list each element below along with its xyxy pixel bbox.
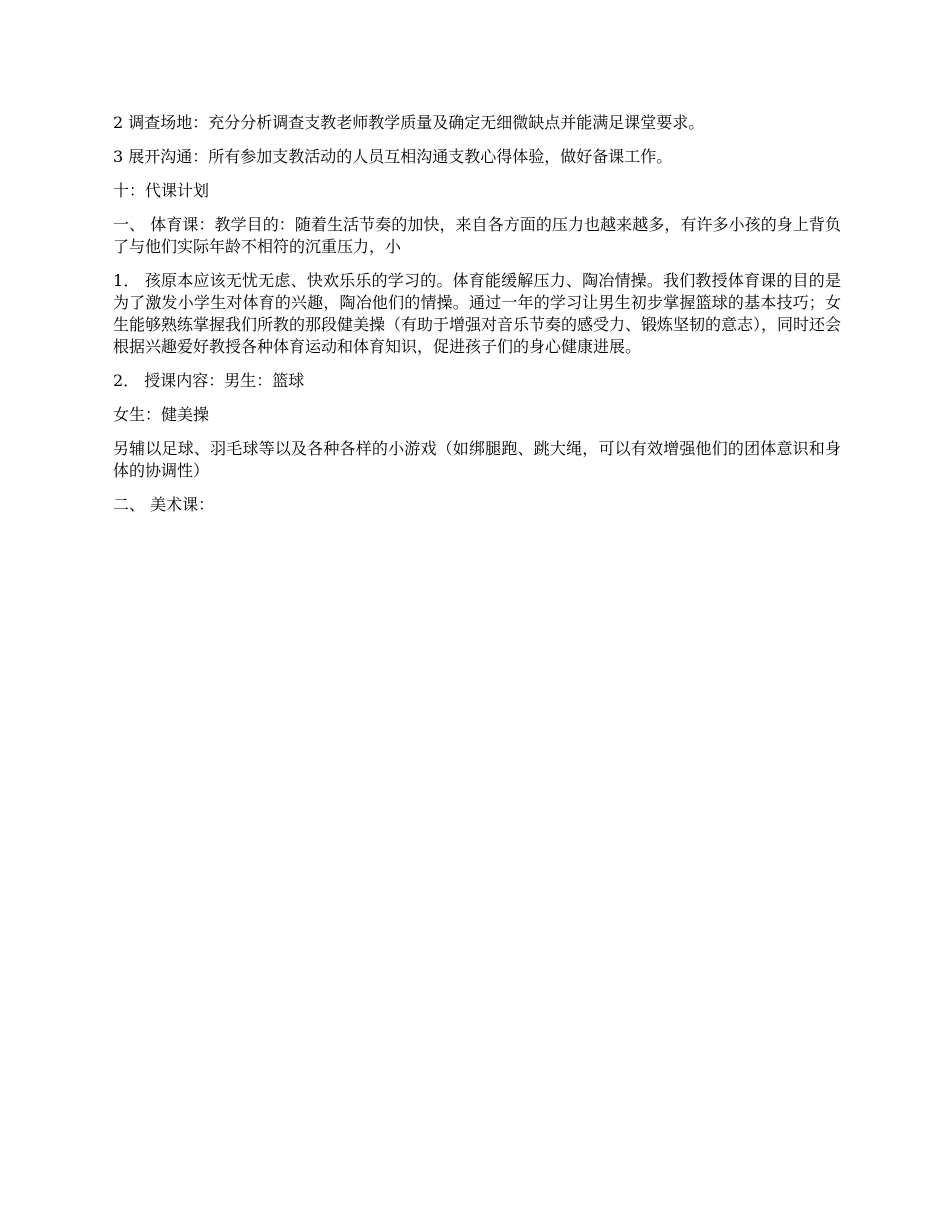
paragraph-communication: 3 展开沟通：所有参加支教活动的人员互相沟通支教心得体验，做好备课工作。 — [113, 147, 673, 166]
paragraph-pe-goals: 1． 孩原本应该无忧无虑、快欢乐乐的学习的。体育能缓解压力、陶冶情操。我们教授体育课的目的是为了激发小学生对体育的兴趣，陶冶他们的情操。通过一年的学习让男生初步掌握篮球的基本技巧；女生能够熟练掌握我们所教的那段健美操（有助于增强对音乐节奏的感受力、锻炼坚韧的意志），同时还会根据兴趣爱好教授各种体育运动和体育知识，促进孩子们的身心健康进展。 — [113, 271, 842, 356]
paragraph-course-content: 2． 授课内容：男生：篮球 — [113, 371, 305, 390]
paragraph-pe-class-purpose: 一、 体育课：教学目的：随着生活节奏的加快，来自各方面的压力也越来越多，有许多小孩的身上背负了与他们实际年龄不相符的沉重压力，小 — [113, 215, 841, 256]
section-heading-teaching-plan: 十：代课计划 — [113, 181, 210, 200]
section-heading-art-class: 二、 美术课： — [113, 495, 215, 514]
paragraph-extra-activities: 另辅以足球、羽毛球等以及各种各样的小游戏（如绑腿跑、跳大绳，可以有效增强他们的团体意识和身体的协调性） — [113, 439, 841, 480]
document-body — [113, 112, 841, 528]
paragraph-girls-content: 女生：健美操 — [113, 405, 210, 424]
paragraph-survey-venue: 2 调查场地：充分分析调查支教老师教学质量及确定无细微缺点并能满足课堂要求。 — [113, 113, 705, 132]
